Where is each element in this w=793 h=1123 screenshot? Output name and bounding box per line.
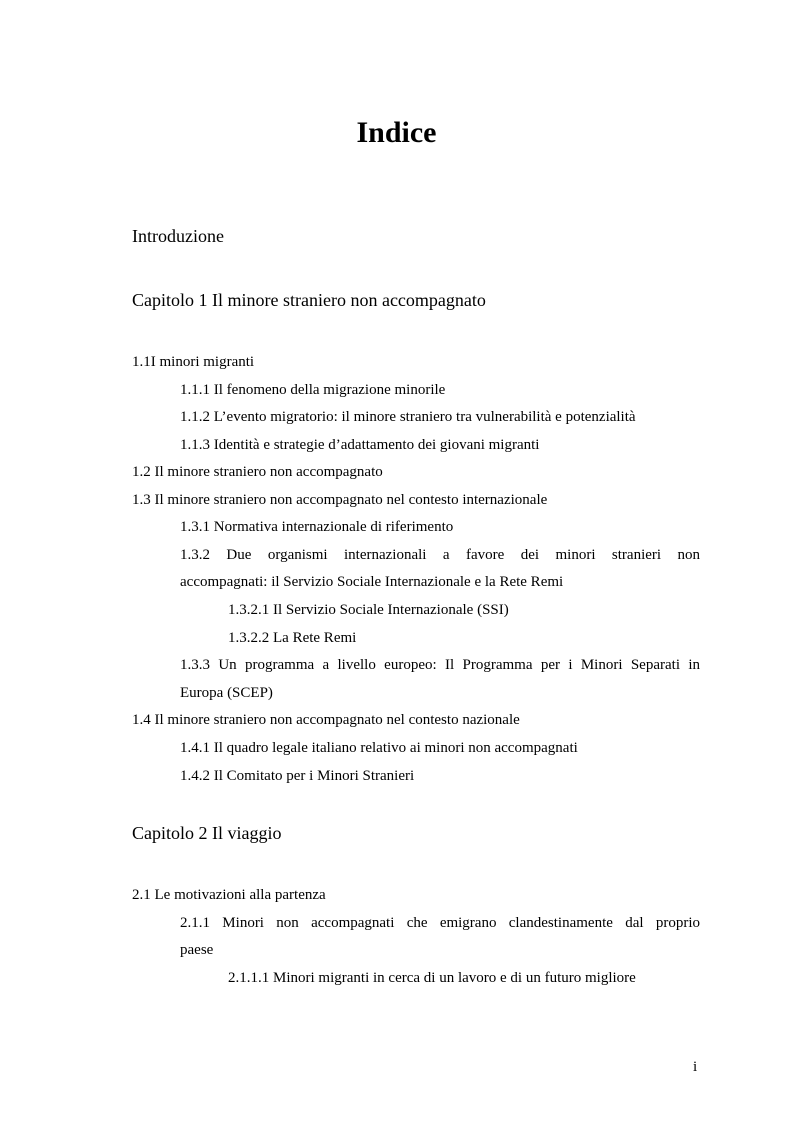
toc-subsection-1-1-1: 1.1.1 Il fenomeno della migrazione minorile: [180, 382, 446, 398]
toc-introduction: Introduzione: [132, 226, 224, 246]
toc-subsection-2-1-1-cont: paese: [180, 942, 214, 958]
toc-subsection-1-3-2-cont: accompagnati: il Servizio Sociale Internazionale e la Rete Remi: [180, 574, 564, 590]
toc-subsection-1-1-2: 1.1.2 L’evento migratorio: il minore straniero tra vulnerabilità e potenzialità: [180, 409, 636, 425]
toc-subsection-1-3-2: 1.3.2 Due organismi internazionali a favore dei minori stranieri non: [180, 547, 700, 563]
toc-chapter-2: Capitolo 2 Il viaggio: [132, 823, 282, 843]
toc-subsection-1-1-3: 1.1.3 Identità e strategie d’adattamento dei giovani migranti: [180, 437, 540, 453]
toc-subsection-1-4-2: 1.4.2 Il Comitato per i Minori Stranieri: [180, 768, 415, 784]
toc-section-1-4: 1.4 Il minore straniero non accompagnato nel contesto nazionale: [132, 712, 520, 728]
toc-subsection-1-3-1: 1.3.1 Normativa internazionale di riferimento: [180, 519, 454, 535]
toc-subsection-2-1-1-1: 2.1.1.1 Minori migranti in cerca di un lavoro e di un futuro migliore: [228, 970, 636, 986]
toc-subsection-1-3-2-1: 1.3.2.1 Il Servizio Sociale Internazionale (SSI): [228, 602, 509, 618]
toc-subsection-1-4-1: 1.4.1 Il quadro legale italiano relativo ai minori non accompagnati: [180, 740, 578, 756]
toc-section-1-2: 1.2 Il minore straniero non accompagnato: [132, 464, 383, 480]
toc-subsection-1-3-3: 1.3.3 Un programma a livello europeo: Il Programma per i Minori Separati in: [180, 657, 700, 673]
page-number: i: [693, 1059, 698, 1075]
toc-subsection-1-3-3-cont: Europa (SCEP): [180, 685, 273, 701]
toc-section-1-3: 1.3 Il minore straniero non accompagnato nel contesto internazionale: [132, 492, 548, 508]
toc-section-2-1: 2.1 Le motivazioni alla partenza: [132, 887, 326, 903]
toc-chapter-1: Capitolo 1 Il minore straniero non accompagnato: [132, 290, 486, 310]
toc-section-1-1: 1.1I minori migranti: [132, 354, 255, 370]
toc-subsection-1-3-2-2: 1.3.2.2 La Rete Remi: [228, 630, 357, 646]
toc-subsection-2-1-1: 2.1.1 Minori non accompagnati che emigrano clandestinamente dal proprio: [180, 915, 700, 931]
page-title: Indice: [356, 116, 437, 149]
